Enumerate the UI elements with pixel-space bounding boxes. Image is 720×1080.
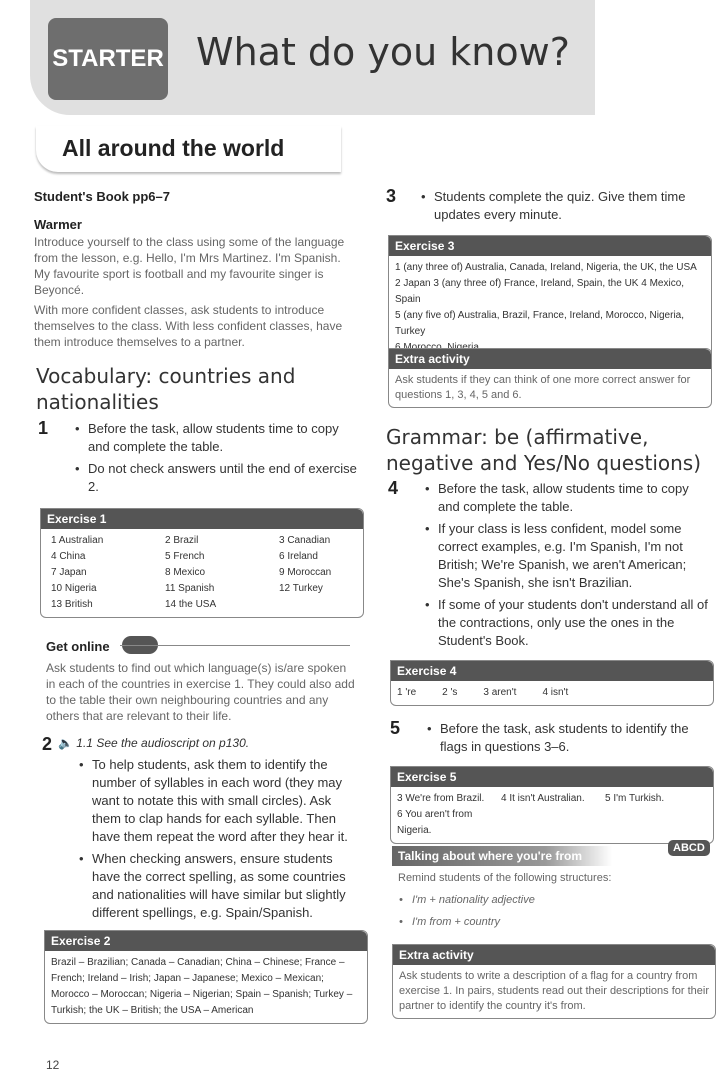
book-reference: Student's Book pp6–7 [34, 189, 170, 204]
task-4-bullets [424, 480, 714, 654]
starter-badge: STARTER [48, 18, 168, 100]
task-2-audio-ref: 1.1 See the audioscript on p130. [76, 736, 250, 750]
warmer-title: Warmer [34, 217, 82, 232]
task-4-bullet-2: • If your class is less confident, model some correct examples, e.g. I'm Spanish, I'm not British; We're Spanish, we aren't American; She's Spanish, she isn't Brazilian. [438, 520, 714, 592]
exercise-1-item: 9 Moroccan [279, 567, 332, 578]
exercise-2-title: Exercise 2 [45, 931, 367, 951]
exercise-4-item: 3 aren't [483, 687, 517, 698]
task-2-bullet-1: • To help students, ask them to identify the number of syllables in each word (they may want to notate this with small circles). Ask them to clap hands for each syllable. Then have them repeat the word after they hear it. [92, 756, 362, 846]
page-number: 12 [46, 1058, 60, 1072]
warmer-text-1: Introduce yourself to the class using some of the language from the lesson, e.g. Hello, I'm Mrs Martinez. I'm Spanish. My favourite sport is football and my favourite singer is Beyoncé. [34, 235, 345, 297]
exercise-1-item: 3 Canadian [279, 535, 331, 546]
get-online-divider [120, 645, 350, 646]
exercise-1-item: 10 Nigeria [51, 583, 97, 594]
extra-activity-1-text: Ask students if they can think of one more correct answer for questions 1, 3, 4, 5 and 6. [395, 374, 691, 401]
extra-activity-2-title: Extra activity [393, 945, 715, 965]
exercise-1-box [40, 508, 364, 618]
exercise-1-title: Exercise 1 [41, 509, 363, 529]
talking-bullets [412, 892, 535, 934]
grammar-heading: Grammar: be (affirmative, negative and Yes/No questions) [386, 425, 702, 475]
exercise-5-item: 4 It isn't Australian. [501, 793, 585, 804]
task-3-bullet: • Students complete the quiz. Give them time updates every minute. [434, 188, 710, 224]
task-5-bullets [426, 720, 714, 760]
exercise-1-item: 2 Brazil [165, 535, 199, 546]
exercise-1-item: 8 Mexico [165, 567, 206, 578]
task-5-number: 5 [390, 718, 401, 738]
exercise-4-title: Exercise 4 [391, 661, 713, 681]
exercise-1-item: 5 French [165, 551, 205, 562]
exercise-3-title: Exercise 3 [389, 236, 711, 256]
warmer-text-2: With more confident classes, ask students to introduce themselves to the class. With less confident classes, have them introduce themselves to a partner. [34, 303, 343, 349]
exercise-4-box [390, 660, 714, 706]
exercise-1-item: 1 Australian [51, 535, 104, 546]
task-3-bullets [420, 188, 710, 228]
talking-bullet-1: • I'm + nationality adjective [412, 892, 535, 908]
exercise-1-item: 12 Turkey [279, 583, 323, 594]
exercise-5-title: Exercise 5 [391, 767, 713, 787]
task-5-bullet: • Before the task, ask students to identify the flags in questions 3–6. [440, 720, 714, 756]
task-1-number: 1 [38, 418, 49, 438]
task-1-bullets [74, 420, 364, 500]
talking-title: Talking about where you're from [398, 849, 582, 863]
extra-activity-2-box [392, 944, 716, 1019]
exercise-5-box [390, 766, 714, 844]
extra-activity-2-text: Ask students to write a description of a flag for a country from exercise 1. In pairs, students read out their descriptions for their partner to identify the country it's from. [399, 970, 709, 1012]
exercise-3-line: 2 Japan 3 (any three of) France, Ireland, Spain, the UK 4 Mexico, Spain [395, 278, 685, 305]
exercise-4-item: 1 're [397, 687, 417, 698]
task-2-bullet-2: • When checking answers, ensure students have the correct spelling, as some countries and nationalities will have similar but slightly different spellings, e.g. Spain/Spanish. [92, 850, 362, 922]
task-4-number: 4 [388, 478, 399, 498]
talking-intro: Remind students of the following structures: [398, 872, 612, 884]
vocabulary-heading: Vocabulary: countries and nationalities [36, 364, 296, 414]
extra-activity-1-box [388, 348, 712, 408]
exercise-3-box [388, 235, 712, 361]
exercise-1-item: 4 China [51, 551, 86, 562]
get-online-title: Get online [46, 639, 110, 654]
talking-bullet-2: • I'm from + country [412, 914, 535, 930]
exercise-5-item: 3 We're from Brazil. [397, 793, 485, 804]
task-3-number: 3 [386, 186, 397, 206]
exercise-1-item: 11 Spanish [165, 583, 215, 594]
abcd-badge: ABCD [668, 840, 710, 856]
get-online-text: Ask students to find out which language(s) is/are spoken in each of the countries in exercise 1. They could also add to the table their own neighbouring countries and any others that are relevant to their life. [46, 661, 355, 723]
exercise-4-item: 2 's [442, 687, 458, 698]
page-title: What do you know? [196, 30, 570, 74]
task-1-bullet-2: • Do not check answers until the end of exercise 2. [88, 460, 364, 496]
task-2-bullets [78, 756, 362, 926]
task-1-bullet-1: • Before the task, allow students time to copy and complete the table. [88, 420, 364, 456]
task-4-bullet-1: • Before the task, allow students time to copy and complete the table. [438, 480, 714, 516]
exercise-1-item: 6 Ireland [279, 551, 318, 562]
exercise-1-item: 7 Japan [51, 567, 87, 578]
exercise-3-line: 5 (any five of) Australia, Brazil, France, Ireland, Morocco, Nigeria, Turkey [395, 310, 685, 337]
extra-activity-1-title: Extra activity [389, 349, 711, 369]
exercise-3-line: 1 (any three of) Australia, Canada, Ireland, Nigeria, the UK, the USA [395, 262, 697, 273]
page-subtitle: All around the world [62, 135, 285, 161]
exercise-1-item: 13 British [51, 599, 93, 610]
exercise-5-item: 5 I'm Turkish. [605, 793, 665, 804]
exercise-2-box [44, 930, 368, 1024]
speaker-icon[interactable]: 🔈 [58, 736, 73, 750]
exercise-4-item: 4 isn't [542, 687, 569, 698]
exercise-5-item: 6 You aren't from Nigeria. [397, 809, 473, 836]
exercise-1-item: 14 the USA [165, 599, 217, 610]
task-2-number: 2 [42, 734, 53, 754]
exercise-2-text: Brazil – Brazilian; Canada – Canadian; China – Chinese; France – French; Ireland – Irish; Japan – Japanese; Mexico – Mexican; Morocco – Moroccan; Nigeria – Nigerian; Spain – Spanish; Turkey – Turkish; the UK – British; the USA – American [51, 957, 353, 1016]
task-4-bullet-3: • If some of your students don't understand all of the contractions, only use the ones in the Student's Book. [438, 596, 714, 650]
